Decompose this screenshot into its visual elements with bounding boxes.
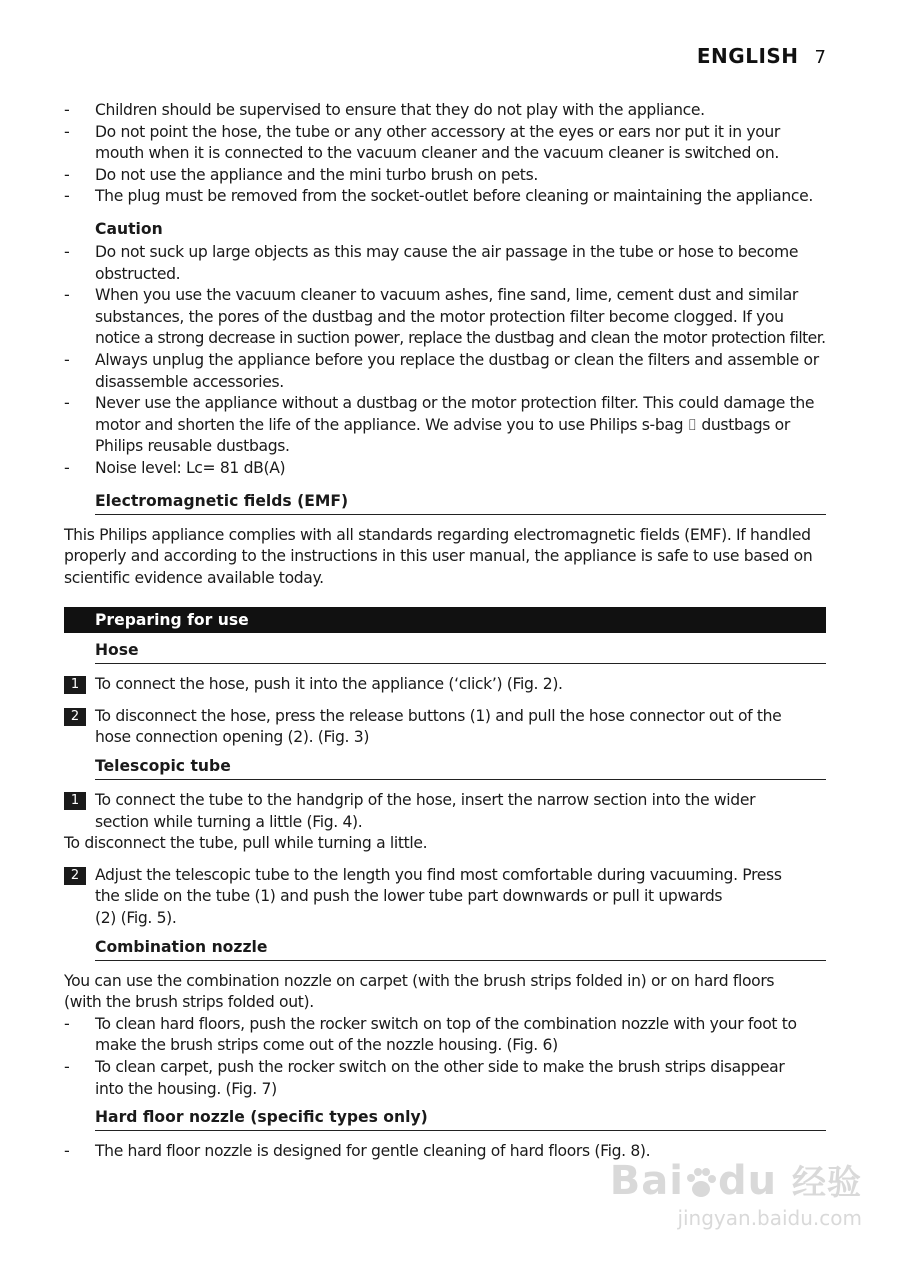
paragraph-line: properly and according to the instructions in this user manual, the appliance is safe to use based on	[64, 547, 813, 566]
step-text: To connect the hose, push it into the appliance (‘click’) (Fig. 2).	[95, 675, 563, 694]
list-item	[64, 458, 826, 480]
list-item-text: Do not use the appliance and the mini turbo brush on pets.	[95, 165, 538, 184]
list-item-text: notice a strong decrease in suction power, replace the dustbag and clean the motor protection filter.	[95, 329, 826, 348]
step-text: Adjust the telescopic tube to the length you find most comfortable during vacuuming. Press	[95, 865, 782, 884]
dash-bullet: -	[64, 121, 70, 141]
list-item-text: Philips reusable dustbags.	[95, 437, 290, 456]
list-item-text: Noise level: Lc= 81 dB(A)	[95, 458, 286, 477]
page-content	[64, 100, 826, 1163]
step-item	[64, 790, 826, 833]
paragraph-line: (with the brush strips folded out).	[64, 993, 314, 1012]
combination-nozzle-heading: Combination nozzle	[95, 936, 826, 961]
dash-bullet: -	[64, 1013, 70, 1033]
watermark-url: jingyan.baidu.com	[677, 1206, 862, 1230]
step-text: hose connection opening (2). (Fig. 3)	[95, 728, 370, 747]
list-item-text: Never use the appliance without a dustbag or the motor protection filter. This could damage the	[95, 394, 815, 413]
dash-bullet: -	[64, 241, 70, 261]
section-title-bar: Preparing for use	[64, 607, 826, 633]
page-header	[697, 44, 826, 68]
list-item	[64, 285, 826, 350]
list-item	[64, 242, 826, 285]
step-item	[64, 865, 826, 930]
step-number-badge: 2	[64, 708, 86, 726]
list-item	[64, 100, 826, 122]
list-item-text: Do not point the hose, the tube or any other accessory at the eyes or ears nor put it in your	[95, 122, 780, 141]
step-text: To disconnect the hose, press the release buttons (1) and pull the hose connector out of the	[95, 706, 782, 725]
step-number-badge: 2	[64, 867, 86, 885]
dash-bullet: -	[64, 1057, 70, 1076]
step-number-badge: 1	[64, 792, 86, 810]
dash-bullet: -	[64, 186, 70, 206]
dash-bullet: -	[64, 100, 70, 119]
list-item	[64, 1141, 826, 1163]
list-item-text: disassemble accessories.	[95, 372, 284, 391]
list-item-text: motor and shorten the life of the appliance. We advise you to use Philips s-bag ⌷ dustbags or	[95, 415, 790, 434]
nozzle-list	[64, 1014, 826, 1100]
list-item-text: Do not suck up large objects as this may cause the air passage in the tube or hose to become	[95, 242, 799, 261]
paragraph-line: scientific evidence available today.	[64, 568, 324, 587]
caution-list	[64, 242, 826, 480]
step-item	[64, 674, 826, 696]
paw-icon	[686, 1167, 716, 1199]
dash-bullet: -	[64, 393, 70, 413]
list-item-text: into the housing. (Fig. 7)	[95, 1079, 277, 1098]
list-item	[64, 1014, 826, 1057]
hard-floor-nozzle-heading: Hard floor nozzle (specific types only)	[95, 1106, 826, 1131]
hard-floor-list	[64, 1141, 826, 1163]
telescopic-tube-heading: Telescopic tube	[95, 755, 826, 780]
tube-note: To disconnect the tube, pull while turning a little.	[64, 834, 428, 853]
list-item-text: To clean carpet, push the rocker switch on the other side to make the brush strips disappear	[95, 1058, 785, 1076]
emf-paragraph	[64, 525, 826, 590]
watermark-logo: Bai du 经验	[609, 1158, 862, 1204]
list-item-text: substances, the pores of the dustbag and the motor protection filter become clogged. If you	[95, 307, 784, 326]
caution-heading: Caution	[95, 219, 163, 238]
paragraph-line: This Philips appliance complies with all standards regarding electromagnetic fields (EMF). If handled	[64, 525, 811, 544]
dash-bullet: -	[64, 457, 70, 477]
step-text: To connect the tube to the handgrip of the hose, insert the narrow section into the wider	[95, 791, 756, 810]
list-item-text: make the brush strips come out of the nozzle housing. (Fig. 6)	[95, 1036, 558, 1055]
list-item-text: obstructed.	[95, 264, 181, 283]
dash-bullet: -	[64, 349, 70, 369]
paragraph-line: You can use the combination nozzle on carpet (with the brush strips folded in) or on hard floors	[64, 971, 775, 990]
list-item	[64, 186, 826, 208]
hose-heading: Hose	[95, 639, 826, 664]
baidu-watermark	[610, 1155, 862, 1230]
safety-list	[64, 100, 826, 208]
list-item	[64, 1057, 826, 1100]
list-item	[64, 165, 826, 187]
list-item-text: The hard floor nozzle is designed for gentle cleaning of hard floors (Fig. 8).	[95, 1142, 651, 1161]
list-item	[64, 393, 826, 458]
step-text: (2) (Fig. 5).	[95, 909, 177, 928]
dash-bullet: -	[64, 164, 70, 184]
list-item-text: Always unplug the appliance before you replace the dustbag or clean the filters and assemble or	[95, 350, 819, 369]
dash-bullet: -	[64, 285, 70, 305]
step-text: section while turning a little (Fig. 4).	[95, 812, 363, 831]
list-item-text: mouth when it is connected to the vacuum cleaner and the vacuum cleaner is switched on.	[95, 144, 779, 163]
list-item	[64, 122, 826, 165]
page-number: 7	[814, 47, 826, 68]
step-text: the slide on the tube (1) and push the lower tube part downwards or pull it upwards	[95, 887, 723, 906]
step-item	[64, 706, 826, 749]
dash-bullet: -	[64, 1141, 70, 1161]
nozzle-intro	[64, 971, 826, 1014]
list-item-text: Children should be supervised to ensure that they do not play with the appliance.	[95, 101, 705, 119]
list-item-text: To clean hard floors, push the rocker switch on top of the combination nozzle with your foot to	[95, 1014, 797, 1033]
emf-heading: Electromagnetic fields (EMF)	[95, 490, 826, 515]
step-number-badge: 1	[64, 676, 86, 694]
list-item-text: The plug must be removed from the socket-outlet before cleaning or maintaining the appliance.	[95, 187, 813, 206]
language-label: ENGLISH	[696, 44, 799, 68]
list-item-text: When you use the vacuum cleaner to vacuum ashes, fine sand, lime, cement dust and similar	[95, 286, 798, 305]
list-item	[64, 350, 826, 393]
